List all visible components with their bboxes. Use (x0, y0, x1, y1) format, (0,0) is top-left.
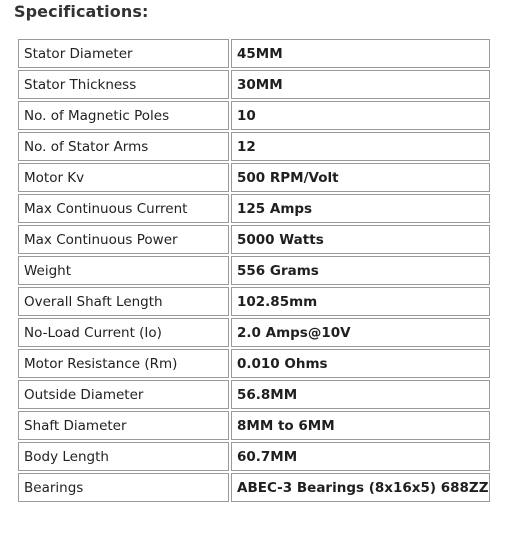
spec-label: Shaft Diameter (18, 411, 229, 440)
spec-label: No. of Stator Arms (18, 132, 229, 161)
table-row (18, 194, 490, 223)
table-row (18, 349, 490, 378)
spec-label: No-Load Current (Io) (18, 318, 229, 347)
spec-label: No. of Magnetic Poles (18, 101, 229, 130)
spec-value: 45MM (231, 39, 490, 68)
spec-label: Motor Kv (18, 163, 229, 192)
spec-label: Stator Thickness (18, 70, 229, 99)
spec-value: 8MM to 6MM (231, 411, 490, 440)
spec-value: 56.8MM (231, 380, 490, 409)
table-row (18, 473, 490, 502)
page-heading: Specifications: (14, 2, 149, 21)
spec-label: Bearings (18, 473, 229, 502)
specifications-table (16, 37, 492, 504)
spec-value: 556 Grams (231, 256, 490, 285)
spec-label: Weight (18, 256, 229, 285)
spec-value: 500 RPM/Volt (231, 163, 490, 192)
table-row (18, 132, 490, 161)
spec-label: Stator Diameter (18, 39, 229, 68)
spec-value: 12 (231, 132, 490, 161)
spec-value: 2.0 Amps@10V (231, 318, 490, 347)
table-row (18, 287, 490, 316)
spec-value: 102.85mm (231, 287, 490, 316)
table-row (18, 442, 490, 471)
spec-value: 5000 Watts (231, 225, 490, 254)
table-row (18, 101, 490, 130)
spec-label: Max Continuous Current (18, 194, 229, 223)
spec-label: Max Continuous Power (18, 225, 229, 254)
table-row (18, 39, 490, 68)
table-row (18, 225, 490, 254)
spec-label: Body Length (18, 442, 229, 471)
spec-value: 60.7MM (231, 442, 490, 471)
spec-value: ABEC-3 Bearings (8x16x5) 688ZZ (231, 473, 490, 502)
table-row (18, 163, 490, 192)
table-row (18, 256, 490, 285)
table-row (18, 70, 490, 99)
spec-label: Outside Diameter (18, 380, 229, 409)
table-row (18, 380, 490, 409)
table-row (18, 411, 490, 440)
spec-label: Overall Shaft Length (18, 287, 229, 316)
table-row (18, 318, 490, 347)
spec-value: 0.010 Ohms (231, 349, 490, 378)
spec-value: 10 (231, 101, 490, 130)
spec-value: 125 Amps (231, 194, 490, 223)
spec-value: 30MM (231, 70, 490, 99)
spec-label: Motor Resistance (Rm) (18, 349, 229, 378)
